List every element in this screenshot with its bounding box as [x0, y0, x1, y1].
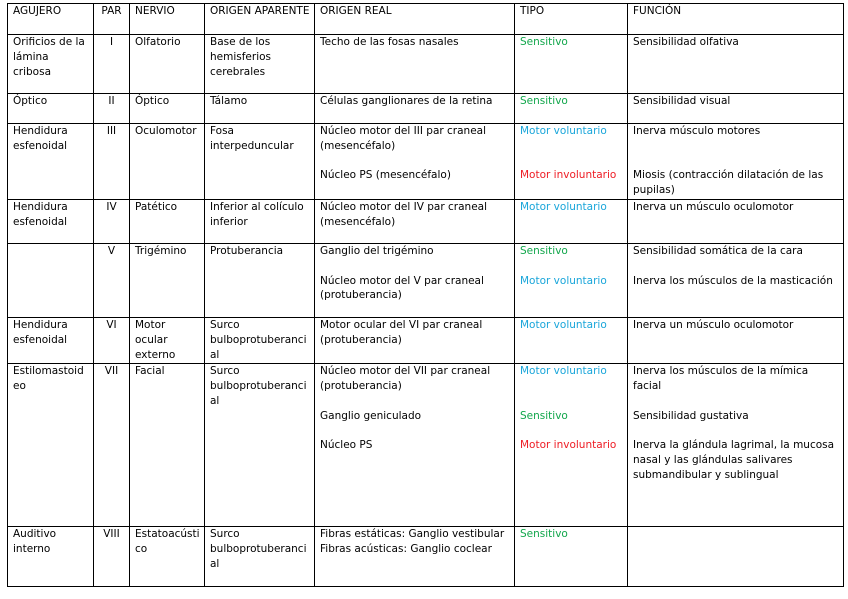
cell-origen-aparente: Protuberancia — [205, 243, 315, 317]
table-row — [8, 527, 844, 587]
cell-origen-aparente: Surco bulboprotuberancial — [205, 317, 315, 363]
cell-agujero: Orificios de la lámina cribosa — [8, 35, 94, 94]
cell-agujero: Hendidura esfenoidal — [8, 124, 94, 200]
cell-tipo — [515, 317, 628, 363]
cell-nervio: Olfatorio — [130, 35, 205, 94]
funcion-text: Sensibilidad gustativa — [633, 409, 749, 422]
origen-real-text: Fibras acústicas: Ganglio coclear — [320, 543, 492, 556]
header-tipo: TIPO — [515, 4, 628, 35]
cell-par: I — [94, 35, 130, 94]
origen-real-text: Núcleo motor del IV par craneal (mesencéfalo) — [320, 200, 488, 228]
cell-origen-aparente: Surco bulboprotuberancial — [205, 527, 315, 587]
origen-real-text: Núcleo motor del III par craneal (mesencéfalo) — [320, 125, 487, 152]
cell-par: VII — [94, 364, 130, 527]
header-funcion: FUNCIÓN — [628, 4, 844, 35]
tipo-sensitivo: Sensitivo — [520, 95, 568, 107]
cell-par: III — [94, 124, 130, 200]
cell-origen-real — [315, 199, 515, 243]
origen-real-text: Núcleo motor del V par craneal (protuberancia) — [320, 274, 484, 302]
cell-funcion — [628, 527, 844, 587]
cell-funcion — [628, 94, 844, 124]
cell-funcion — [628, 243, 844, 317]
header-origen-real: ORIGEN REAL — [315, 4, 515, 35]
table-row — [8, 243, 844, 317]
cell-origen-aparente: Surco bulboprotuberancial — [205, 364, 315, 527]
origen-real-text: Núcleo motor del VII par craneal (protuberancia) — [320, 365, 491, 393]
tipo-motor-voluntario: Motor voluntario — [520, 274, 607, 287]
funcion-text: Inerva la glándula lagrimal, la mucosa nasal y las glándulas salivares submandibular y sublingual — [633, 439, 835, 481]
origen-real-text: Ganglio geniculado — [320, 409, 422, 422]
cell-funcion — [628, 364, 844, 527]
cell-nervio: Patético — [130, 199, 205, 243]
cell-tipo — [515, 35, 628, 94]
table-row — [8, 317, 844, 363]
origen-real-text: Núcleo PS (mesencéfalo) — [320, 169, 451, 182]
table-row — [8, 94, 844, 124]
cell-tipo — [515, 94, 628, 124]
cell-tipo — [515, 243, 628, 317]
table-row — [8, 364, 844, 527]
cell-origen-aparente: Inferior al colículo inferior — [205, 199, 315, 243]
cell-origen-real — [315, 243, 515, 317]
cell-tipo — [515, 124, 628, 200]
table-row — [8, 35, 844, 94]
tipo-motor-voluntario: Motor voluntario — [520, 365, 607, 378]
cell-origen-real — [315, 527, 515, 587]
cell-par: VIII — [94, 527, 130, 587]
cell-agujero: Hendidura esfenoidal — [8, 199, 94, 243]
cranial-nerves-table — [7, 3, 844, 587]
cell-origen-real — [315, 364, 515, 527]
cell-par: V — [94, 243, 130, 317]
header-nervio: NERVIO — [130, 4, 205, 35]
cell-par: IV — [94, 199, 130, 243]
table-row — [8, 124, 844, 200]
cell-par: VI — [94, 317, 130, 363]
cell-origen-aparente: Base de los hemisferios cerebrales — [205, 35, 315, 94]
cell-tipo — [515, 527, 628, 587]
header-par: PAR — [94, 4, 130, 35]
cell-nervio: Facial — [130, 364, 205, 527]
tipo-sensitivo: Sensitivo — [520, 244, 568, 257]
funcion-text: Miosis (contracción dilatación de las pupilas) — [633, 169, 824, 197]
origen-real-text: Células ganglionares de la retina — [320, 95, 493, 107]
cell-nervio: Óptico — [130, 94, 205, 124]
funcion-text: Inerva los músculos de la masticación — [633, 274, 833, 287]
funcion-text: Inerva los músculos de la mímica facial — [633, 365, 809, 393]
cell-funcion — [628, 317, 844, 363]
tipo-motor-voluntario: Motor voluntario — [520, 125, 607, 137]
header-row — [8, 4, 844, 35]
cell-agujero: Hendidura esfenoidal — [8, 317, 94, 363]
funcion-text: Sensibilidad somática de la cara — [633, 244, 803, 257]
cell-agujero: Auditivo interno — [8, 527, 94, 587]
origen-real-text: Techo de las fosas nasales — [320, 36, 459, 48]
cell-origen-real — [315, 124, 515, 200]
tipo-motor-voluntario: Motor voluntario — [520, 200, 607, 213]
cell-tipo — [515, 199, 628, 243]
tipo-motor-involuntario: Motor involuntario — [520, 439, 617, 452]
origen-real-text: Ganglio del trigémino — [320, 244, 434, 257]
origen-real-text: Fibras estáticas: Ganglio vestibular — [320, 528, 505, 541]
cell-agujero — [8, 243, 94, 317]
cell-nervio: Oculomotor — [130, 124, 205, 200]
tipo-motor-voluntario: Motor voluntario — [520, 318, 607, 331]
cell-agujero: Estilomastoideo — [8, 364, 94, 527]
cell-agujero: Óptico — [8, 94, 94, 124]
cell-funcion — [628, 124, 844, 200]
funcion-text: Sensibilidad visual — [633, 95, 731, 107]
funcion-text: Sensibilidad olfativa — [633, 36, 739, 48]
cell-nervio: Trigémino — [130, 243, 205, 317]
funcion-text: Inerva un músculo oculomotor — [633, 318, 794, 331]
cell-nervio: Estatoacústico — [130, 527, 205, 587]
header-agujero: AGUJERO — [8, 4, 94, 35]
cell-par: II — [94, 94, 130, 124]
tipo-sensitivo: Sensitivo — [520, 36, 568, 48]
funcion-text: Inerva un músculo oculomotor — [633, 200, 794, 213]
cell-origen-aparente: Tálamo — [205, 94, 315, 124]
funcion-text: Inerva músculo motores — [633, 125, 761, 137]
cell-origen-real — [315, 317, 515, 363]
header-origen-aparente: ORIGEN APARENTE — [205, 4, 315, 35]
tipo-sensitivo: Sensitivo — [520, 409, 568, 422]
cell-origen-aparente: Fosa interpeduncular — [205, 124, 315, 200]
origen-real-text: Núcleo PS — [320, 439, 373, 452]
table-row — [8, 199, 844, 243]
cell-nervio: Motor ocular externo — [130, 317, 205, 363]
origen-real-text: Motor ocular del VI par craneal (protuberancia) — [320, 318, 483, 346]
tipo-motor-involuntario: Motor involuntario — [520, 169, 617, 182]
cell-origen-real — [315, 35, 515, 94]
cell-funcion — [628, 35, 844, 94]
cell-funcion — [628, 199, 844, 243]
tipo-sensitivo: Sensitivo — [520, 528, 568, 541]
cell-origen-real — [315, 94, 515, 124]
cell-tipo — [515, 364, 628, 527]
